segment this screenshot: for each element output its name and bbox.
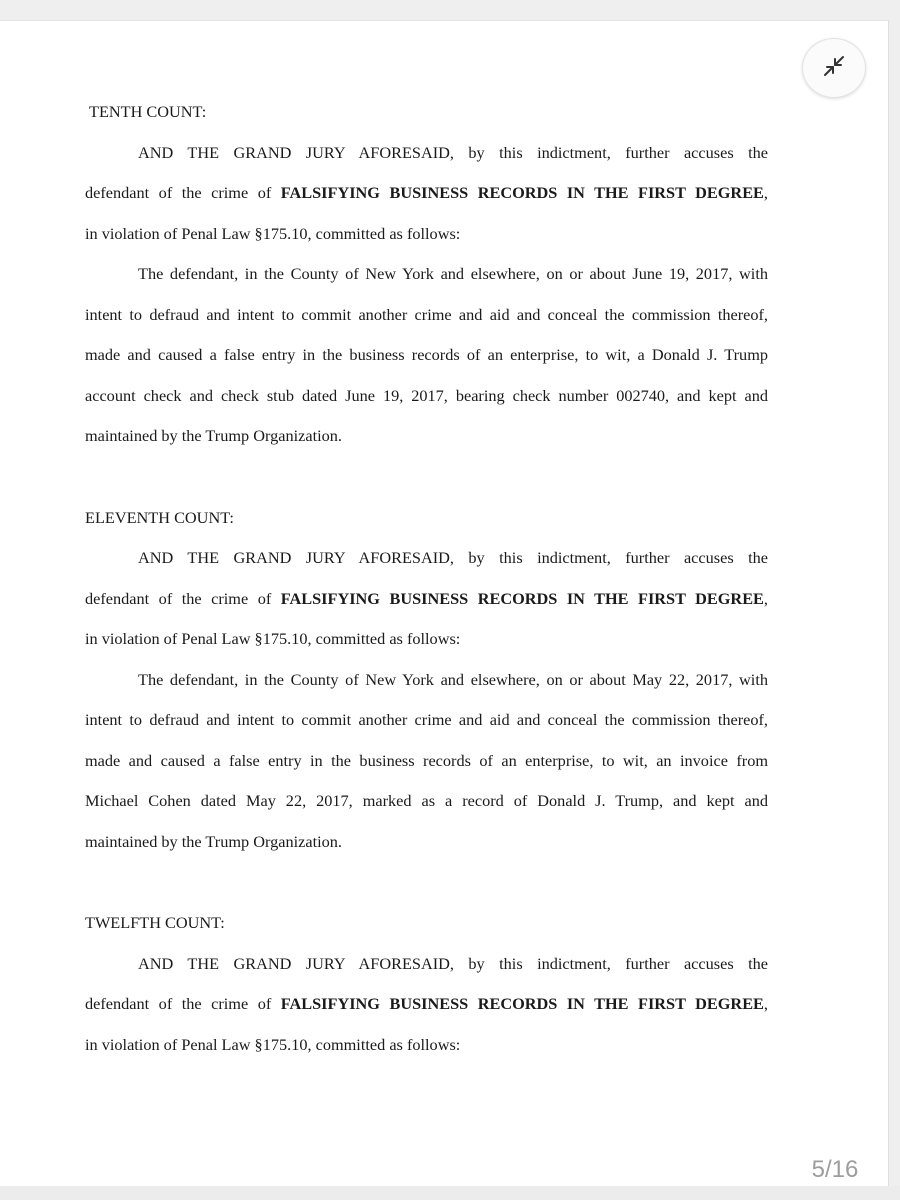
text-span: , [763, 183, 768, 202]
paragraph-line: maintained by the Trump Organization. [85, 832, 343, 851]
paragraph-line: maintained by the Trump Organization. [85, 426, 343, 445]
page-indicator: 5/16 [811, 1156, 859, 1183]
paragraph-line: AND THE GRAND JURY AFORESAID, by this indictment, further accuses the [138, 954, 768, 973]
paragraph-line: AND THE GRAND JURY AFORESAID, by this indictment, further accuses the [138, 548, 768, 567]
charge-name: FALSIFYING BUSINESS RECORDS IN THE FIRST DEGREE [280, 589, 764, 608]
text-span: , [763, 589, 768, 608]
count-heading-eleventh: ELEVENTH COUNT: [85, 508, 234, 527]
paragraph-line: account check and check stub dated June 19, 2017, bearing check number 002740, and kept and [85, 386, 768, 405]
paragraph-line [85, 589, 768, 609]
text-span: defendant of the crime of [85, 183, 281, 202]
viewer-bottom-edge [0, 1186, 900, 1200]
paragraph-line: Michael Cohen dated May 22, 2017, marked as a record of Donald J. Trump, and kept and [85, 791, 768, 810]
text-span: , [763, 994, 768, 1013]
charge-name: FALSIFYING BUSINESS RECORDS IN THE FIRST DEGREE [280, 183, 764, 202]
count-heading-twelfth: TWELFTH COUNT: [85, 913, 225, 932]
paragraph-line: intent to defraud and intent to commit another crime and aid and conceal the commission thereof, [85, 710, 768, 729]
count-heading-tenth: TENTH COUNT: [89, 102, 207, 121]
collapse-arrows-icon [821, 53, 847, 84]
charge-name: FALSIFYING BUSINESS RECORDS IN THE FIRST DEGREE [280, 994, 764, 1013]
document-page[interactable] [0, 20, 889, 1187]
paragraph-line: in violation of Penal Law §175.10, committed as follows: [85, 629, 461, 648]
paragraph-line [85, 183, 768, 203]
paragraph-line: The defendant, in the County of New York and elsewhere, on or about May 22, 2017, with [138, 670, 768, 689]
text-span: defendant of the crime of [85, 994, 281, 1013]
paragraph-line: in violation of Penal Law §175.10, committed as follows: [85, 224, 461, 243]
paragraph-line: in violation of Penal Law §175.10, committed as follows: [85, 1035, 461, 1054]
text-span: defendant of the crime of [85, 589, 281, 608]
paragraph-line: made and caused a false entry in the business records of an enterprise, to wit, a Donald J. Trump [85, 345, 768, 364]
paragraph-line: intent to defraud and intent to commit another crime and aid and conceal the commission thereof, [85, 305, 768, 324]
paragraph-line: made and caused a false entry in the business records of an enterprise, to wit, an invoice from [85, 751, 768, 770]
paragraph-line: The defendant, in the County of New York and elsewhere, on or about June 19, 2017, with [138, 264, 768, 283]
paragraph-line [85, 994, 768, 1014]
paragraph-line: AND THE GRAND JURY AFORESAID, by this indictment, further accuses the [138, 143, 768, 162]
exit-fullscreen-button[interactable] [802, 38, 866, 98]
